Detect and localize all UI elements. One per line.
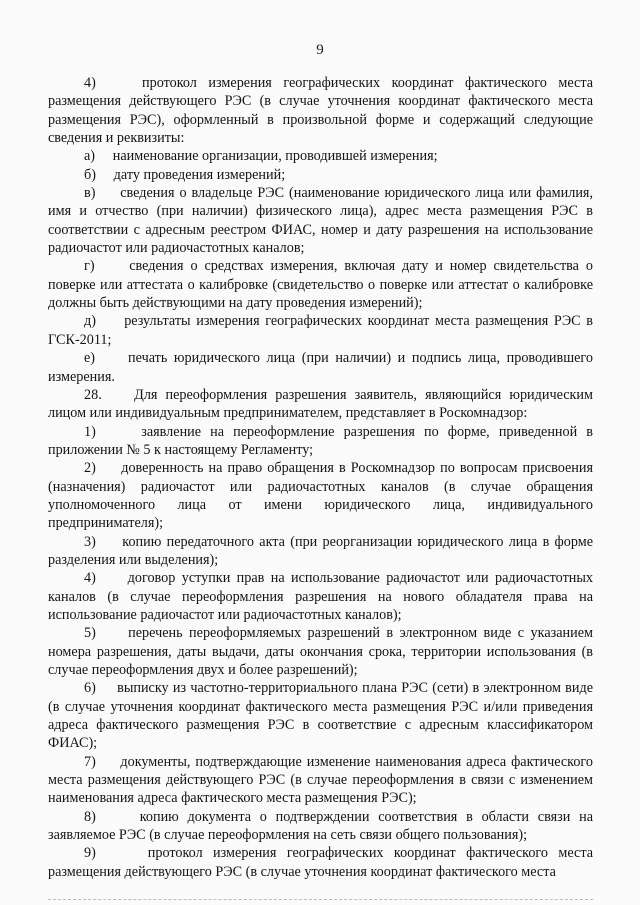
paragraph-item-1: 1) заявление на переоформление разрешения по форме, приведенной в приложении № 5 к настоящему Регламенту; (48, 423, 593, 458)
paragraph-item-2: 2) доверенность на право обращения в Роскомнадзор по вопросам присвоения (назначения) радиочастот или радиочастотных каналов (в случае обращения уполномоченного лица от имени юридического лица, индивидуального предпринимателя); (48, 460, 593, 532)
paragraph-item-4b: 4) договор уступки прав на использование радиочастот или радиочастотных каналов (в случае переоформления разрешения на нового обладателя права на использование радиочастот или радиочастотных каналов); (48, 570, 593, 623)
paragraph-item-4: 4) протокол измерения географических координат фактического места размещения действующего РЭС (в случае уточнения координат фактического места размещения РЭС), оформленный в произвольной форме и содержащий следующие сведения и реквизиты: (48, 75, 593, 147)
paragraph-item-d: д) результаты измерения географических координат места размещения РЭС в ГСК-2011; (48, 313, 593, 348)
scan-edge-divider (48, 899, 593, 900)
paragraph-item-e: е) печать юридического лица (при наличии) и подпись лица, проводившего измерения. (48, 350, 593, 385)
paragraph-item-3: 3) копию передаточного акта (при реорганизации юридического лица в форме разделения или выделения); (48, 533, 593, 568)
paragraph-section-28: 28. Для переоформления разрешения заявитель, являющийся юридическим лицом или индивидуальным предпринимателем, представляет в Роскомнадзор: (48, 386, 593, 422)
paragraph-item-7: 7) документы, подтверждающие изменение наименования адреса фактического места размещения действующего РЭС (в случае переоформления в связи с изменением наименования адреса фактического места размещения РЭС); (48, 753, 593, 807)
document-body (48, 74, 593, 881)
paragraph-item-9: 9) протокол измерения географических координат фактического места размещения действующего РЭС (в случае уточнения координат фактического места (48, 845, 593, 880)
paragraph-item-a: а) наименование организации, проводившей измерения; (84, 148, 438, 165)
paragraph-item-b: б) дату проведения измерений; (84, 166, 286, 183)
paragraph-item-8: 8) копию документа о подтверждении соответствия в области связи на заявляемое РЭС (в случае переоформления на сеть связи общего пользования); (48, 808, 593, 844)
paragraph-item-6: 6) выписку из частотно-территориального плана РЭС (сети) в электронном виде (в случае уточнения координат фактического места размещения РЭС и/или приведения адреса фактического размещения РЭС в соответствие с адресным классификатором ФИАС); (48, 680, 593, 752)
paragraph-item-v: в) сведения о владельце РЭС (наименование юридического лица или фамилия, имя и отчество (при наличии) физического лица), адрес места размещения РЭС в соответствии с адресным реестром ФИАС, номер и дату разрешения на использование радиочастот или радиочастотных каналов; (48, 185, 593, 257)
paragraph-item-5: 5) перечень переоформляемых разрешений в электронном виде с указанием номера разрешения, даты выдачи, даты окончания срока, территории использования (в случае переоформления двух и более разрешений); (48, 625, 593, 678)
page-number: 9 (316, 42, 324, 58)
paragraph-item-g: г) сведения о средствах измерения, включая дату и номер свидетельства о поверке или аттестата о калибровке (свидетельство о поверке или аттестат о калибровке должны быть действующими на дату проведения измерений); (48, 258, 593, 312)
